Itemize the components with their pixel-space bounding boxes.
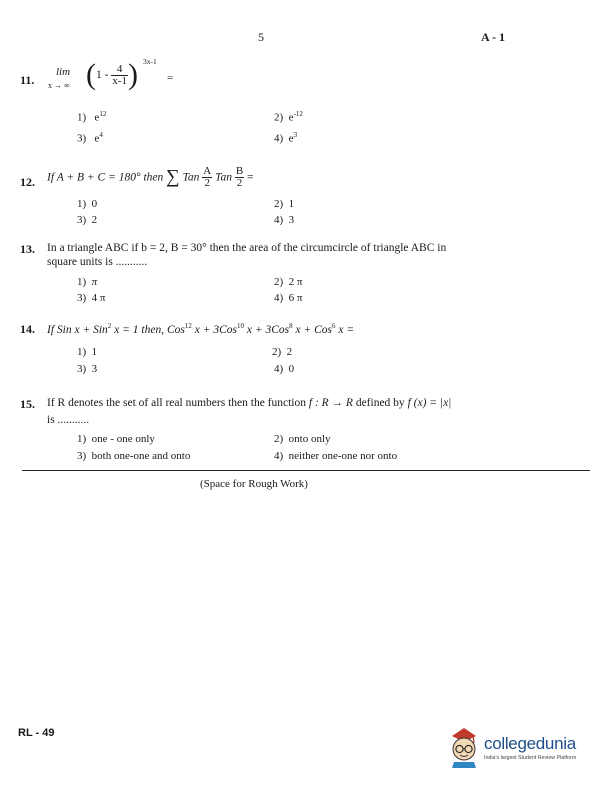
q11-frac-den: x-1 bbox=[112, 74, 128, 87]
q13-line-1: In a triangle ABC if b = 2, B = 30° then the area of the circumcircle of triangle ABC in bbox=[47, 242, 447, 254]
q15-option-2[interactable]: 2) onto only bbox=[274, 433, 331, 445]
q11-option-4[interactable]: 4) $e^3$ bbox=[274, 131, 298, 145]
q13-option-4[interactable]: 4) 6 π bbox=[274, 292, 303, 304]
q11-option-3[interactable]: 3) $e^4$ bbox=[77, 131, 103, 145]
q12-option-3[interactable]: 3) 2 bbox=[77, 214, 98, 226]
brand-tagline: India's largest Student Review Platform bbox=[484, 755, 577, 761]
question-11-number: 11. bbox=[20, 73, 35, 87]
q11-paren-pre: 1 - bbox=[96, 69, 109, 81]
q13-option-2[interactable]: 2) 2 π bbox=[274, 276, 303, 288]
q14-option-4[interactable]: 4) 0 bbox=[274, 363, 295, 375]
q11-option-2[interactable]: 2) $e^{-12}$ bbox=[274, 110, 303, 124]
q15-option-1[interactable]: 1) one - one only bbox=[77, 433, 155, 445]
divider-rule bbox=[22, 470, 590, 471]
q11-expression: (1 - $\frac{4}{x-1}$ ) bbox=[86, 58, 139, 91]
page-number: 5 bbox=[258, 30, 264, 44]
question-13-number: 13. bbox=[20, 242, 35, 256]
q14-option-1[interactable]: 1) 1 bbox=[77, 346, 98, 358]
rough-work-label: (Space for Rough Work) bbox=[200, 478, 308, 490]
q11-frac-num: 4 bbox=[111, 64, 128, 76]
question-15-number: 15. bbox=[20, 397, 35, 411]
footer-code: RL - 49 bbox=[18, 727, 55, 739]
q14-option-2[interactable]: 2) 2 bbox=[272, 346, 293, 358]
q12-stem: If A + B + C = 180° then ∑ Tan $\frac{A}{2}$ Tan $\frac{B}{2}$ = bbox=[47, 165, 254, 189]
q13-option-3[interactable]: 3) 4 π bbox=[77, 292, 106, 304]
question-12-number: 12. bbox=[20, 175, 35, 189]
q15-line-2: is ........... bbox=[47, 414, 90, 426]
q11-option-1[interactable]: 1) $e^{12}$ bbox=[77, 110, 107, 124]
q12-option-4[interactable]: 4) 3 bbox=[274, 214, 295, 226]
q11-fraction bbox=[111, 64, 128, 87]
q15-option-3[interactable]: 3) both one-one and onto bbox=[77, 450, 191, 462]
question-14-number: 14. bbox=[20, 322, 35, 336]
brand-name: collegedunia bbox=[484, 734, 576, 753]
paper-code: A - 1 bbox=[481, 30, 505, 44]
q14-stem: If Sin x + Sin$^2$ x = 1 then, Cos$^{12}$ x + 3Cos$^{10}$ x + 3Cos$^8$ x + Cos$^6$ x = bbox=[47, 322, 355, 336]
q14-option-3[interactable]: 3) 3 bbox=[77, 363, 98, 375]
q11-power: 3x-1 bbox=[143, 57, 157, 66]
q11-lim: lim bbox=[56, 66, 71, 78]
mascot-logo-icon bbox=[446, 722, 482, 768]
q13-line-2: square units is ........... bbox=[47, 256, 148, 268]
q12-option-2[interactable]: 2) 1 bbox=[274, 198, 295, 210]
q11-equals: = bbox=[167, 72, 174, 84]
q12-option-1[interactable]: 1) 0 bbox=[77, 198, 98, 210]
q13-option-1[interactable]: 1) π bbox=[77, 276, 98, 288]
q15-option-4[interactable]: 4) neither one-one nor onto bbox=[274, 450, 398, 462]
q11-lim-sub: x → ∞ bbox=[48, 81, 70, 90]
q15-line-1: If R denotes the set of all real numbers then the function f : R → R defined by f (x) = |x| bbox=[47, 397, 452, 409]
